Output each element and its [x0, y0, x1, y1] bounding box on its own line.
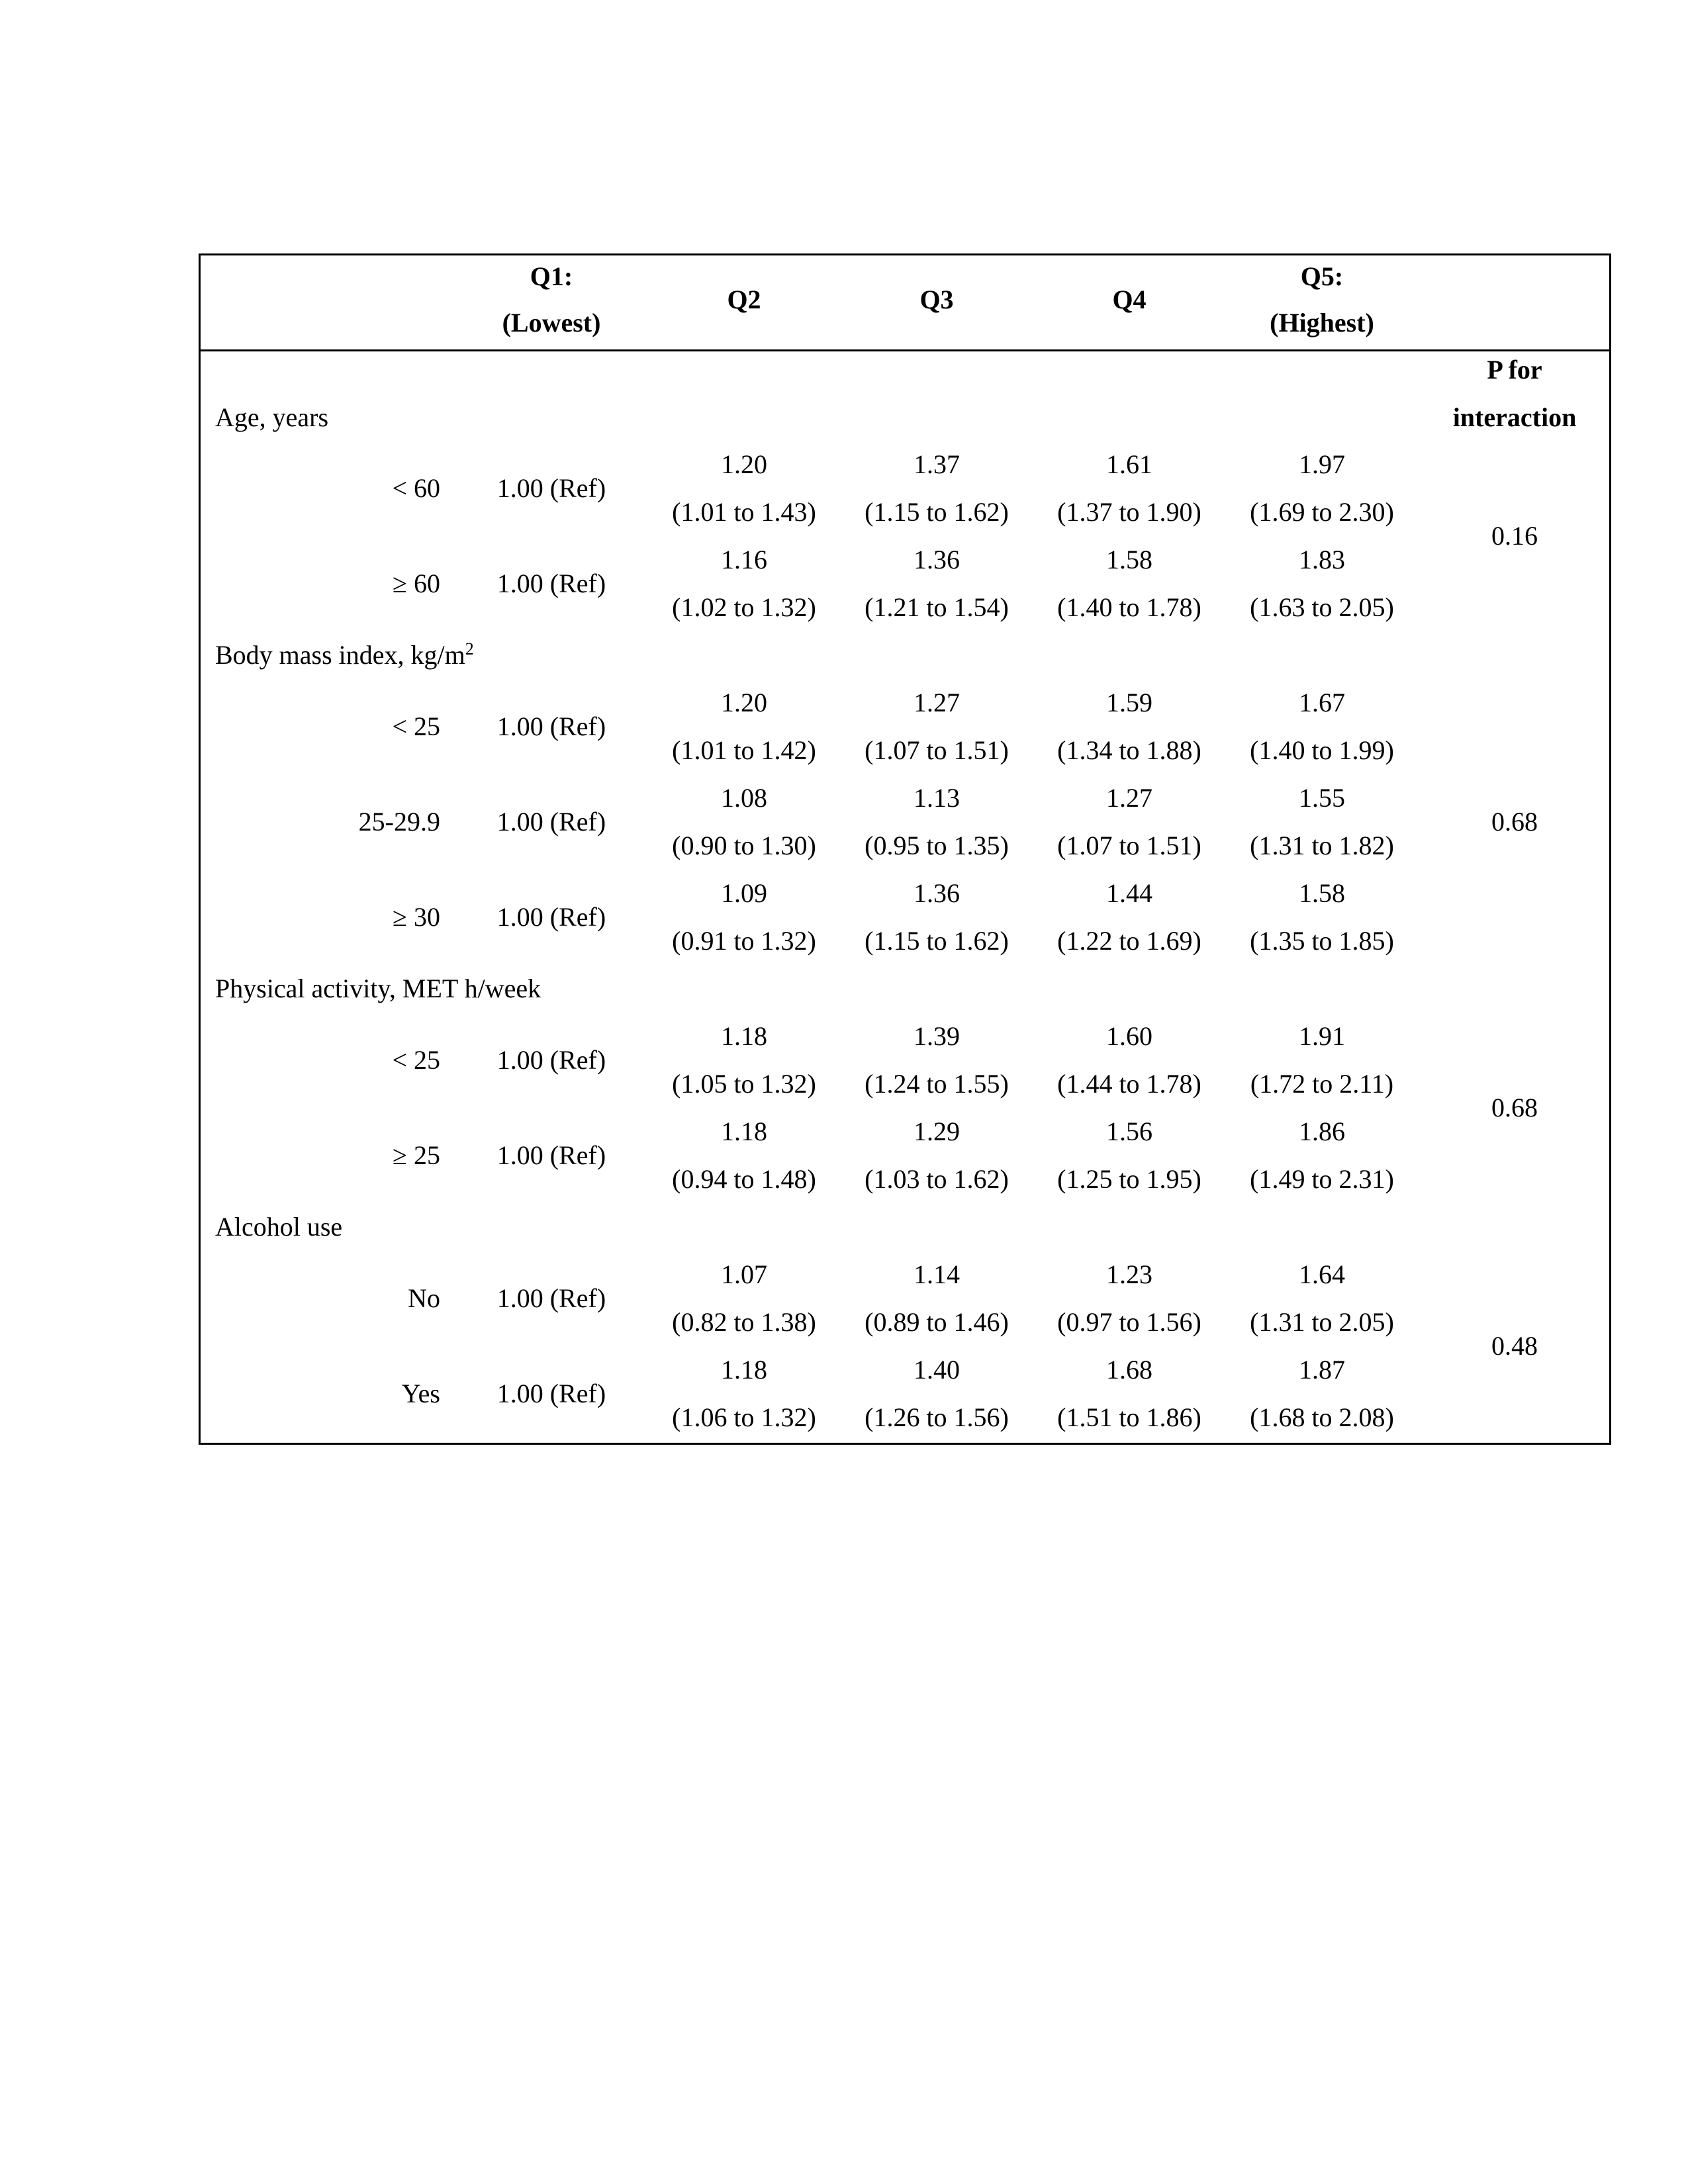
ref-cell: 1.00 (Ref)	[496, 1379, 606, 1408]
value: 1.83	[1299, 545, 1345, 574]
value: 1.14	[914, 1259, 960, 1289]
ci: (1.03 to 1.62)	[865, 1164, 1009, 1194]
header-q5-line1: Q5:	[1300, 261, 1344, 291]
ci: (1.69 to 2.30)	[1250, 497, 1394, 527]
ci: (0.97 to 1.56)	[1057, 1307, 1201, 1337]
value: 1.56	[1106, 1116, 1152, 1146]
value: 1.13	[914, 783, 960, 813]
value: 1.16	[721, 545, 767, 574]
header-q3: Q3	[919, 285, 954, 314]
group-label: Alcohol use	[215, 1212, 343, 1242]
ci: (0.94 to 1.48)	[672, 1164, 816, 1194]
row-label: 25-29.9	[358, 807, 440, 837]
value: 1.18	[721, 1116, 767, 1146]
p-value: 0.16	[1491, 521, 1538, 551]
ci: (1.05 to 1.32)	[672, 1069, 816, 1099]
p-value: 0.68	[1491, 1093, 1538, 1122]
header-q1-line1: Q1:	[530, 261, 573, 291]
superscript: 2	[465, 639, 474, 659]
value: 1.37	[914, 449, 960, 479]
row-label: < 60	[392, 473, 440, 503]
ci: (0.90 to 1.30)	[672, 831, 816, 860]
ref-cell: 1.00 (Ref)	[496, 711, 606, 741]
group-label	[215, 639, 474, 671]
value: 1.55	[1299, 783, 1345, 813]
ci: (1.21 to 1.54)	[865, 592, 1009, 622]
value: 1.08	[721, 783, 767, 813]
value: 1.20	[721, 688, 767, 717]
value: 1.61	[1106, 449, 1152, 479]
ci: (1.07 to 1.51)	[865, 735, 1009, 765]
value: 1.09	[721, 878, 767, 908]
header-q2: Q2	[727, 285, 761, 314]
p-interaction-line2: interaction	[1452, 402, 1577, 432]
ci: (1.44 to 1.78)	[1057, 1069, 1201, 1099]
ci: (1.37 to 1.90)	[1057, 497, 1201, 527]
ci: (1.06 to 1.32)	[672, 1402, 816, 1432]
ci: (1.01 to 1.43)	[672, 497, 816, 527]
ref-cell: 1.00 (Ref)	[496, 1140, 606, 1170]
ci: (0.89 to 1.46)	[865, 1307, 1009, 1337]
table	[199, 253, 1611, 1445]
row-label: ≥ 25	[393, 1140, 440, 1170]
ci: (1.31 to 2.05)	[1250, 1307, 1394, 1337]
header-q5-line2: (Highest)	[1270, 308, 1374, 338]
value: 1.29	[914, 1116, 960, 1146]
ci: (1.40 to 1.99)	[1250, 735, 1394, 765]
value: 1.40	[914, 1355, 960, 1385]
ref-cell: 1.00 (Ref)	[496, 569, 606, 598]
ref-cell: 1.00 (Ref)	[496, 902, 606, 932]
value: 1.39	[914, 1021, 960, 1051]
value: 1.36	[914, 545, 960, 574]
ci: (1.26 to 1.56)	[865, 1402, 1009, 1432]
ci: (1.01 to 1.42)	[672, 735, 816, 765]
value: 1.64	[1299, 1259, 1345, 1289]
value: 1.27	[914, 688, 960, 717]
value: 1.58	[1299, 878, 1345, 908]
ci: (1.31 to 1.82)	[1250, 831, 1394, 860]
value: 1.07	[721, 1259, 767, 1289]
ci: (0.91 to 1.32)	[672, 926, 816, 956]
ci: (1.15 to 1.62)	[865, 497, 1009, 527]
ci: (1.35 to 1.85)	[1250, 926, 1394, 956]
ci: (1.63 to 2.05)	[1250, 592, 1394, 622]
group-label: Age, years	[215, 402, 329, 432]
header-rule	[201, 349, 1609, 351]
value: 1.68	[1106, 1355, 1152, 1385]
p-value: 0.48	[1491, 1331, 1538, 1361]
ci: (1.24 to 1.55)	[865, 1069, 1009, 1099]
value: 1.67	[1299, 688, 1345, 717]
ci: (1.07 to 1.51)	[1057, 831, 1201, 860]
ref-cell: 1.00 (Ref)	[496, 473, 606, 503]
group-label: Physical activity, MET h/week	[215, 974, 541, 1003]
ci: (1.15 to 1.62)	[865, 926, 1009, 956]
value: 1.59	[1106, 688, 1152, 717]
group-label-text: Body mass index, kg/m	[215, 640, 465, 670]
row-label: No	[408, 1283, 440, 1313]
value: 1.86	[1299, 1116, 1345, 1146]
ci: (1.34 to 1.88)	[1057, 735, 1201, 765]
row-label: < 25	[392, 711, 440, 741]
value: 1.44	[1106, 878, 1152, 908]
ci: (1.51 to 1.86)	[1057, 1402, 1201, 1432]
value: 1.60	[1106, 1021, 1152, 1051]
row-label: Yes	[401, 1379, 440, 1408]
value: 1.36	[914, 878, 960, 908]
ci: (1.49 to 2.31)	[1250, 1164, 1394, 1194]
row-label: ≥ 30	[393, 902, 440, 932]
header-q4: Q4	[1112, 285, 1147, 314]
p-value: 0.68	[1491, 807, 1538, 837]
ci: (1.22 to 1.69)	[1057, 926, 1201, 956]
ci: (0.95 to 1.35)	[865, 831, 1009, 860]
value: 1.23	[1106, 1259, 1152, 1289]
value: 1.18	[721, 1021, 767, 1051]
ci: (1.68 to 2.08)	[1250, 1402, 1394, 1432]
p-interaction-line1: P for	[1487, 355, 1542, 385]
ref-cell: 1.00 (Ref)	[496, 1283, 606, 1313]
value: 1.18	[721, 1355, 767, 1385]
row-label: ≥ 60	[393, 569, 440, 598]
value: 1.27	[1106, 783, 1152, 813]
ci: (1.40 to 1.78)	[1057, 592, 1201, 622]
value: 1.20	[721, 449, 767, 479]
ci: (1.02 to 1.32)	[672, 592, 816, 622]
ci: (1.25 to 1.95)	[1057, 1164, 1201, 1194]
ref-cell: 1.00 (Ref)	[496, 1045, 606, 1075]
ref-cell: 1.00 (Ref)	[496, 807, 606, 837]
ci: (0.82 to 1.38)	[672, 1307, 816, 1337]
header-q1-line2: (Lowest)	[502, 308, 601, 338]
row-label: < 25	[392, 1045, 440, 1075]
value: 1.91	[1299, 1021, 1345, 1051]
value: 1.87	[1299, 1355, 1345, 1385]
value: 1.58	[1106, 545, 1152, 574]
ci: (1.72 to 2.11)	[1250, 1069, 1394, 1099]
value: 1.97	[1299, 449, 1345, 479]
